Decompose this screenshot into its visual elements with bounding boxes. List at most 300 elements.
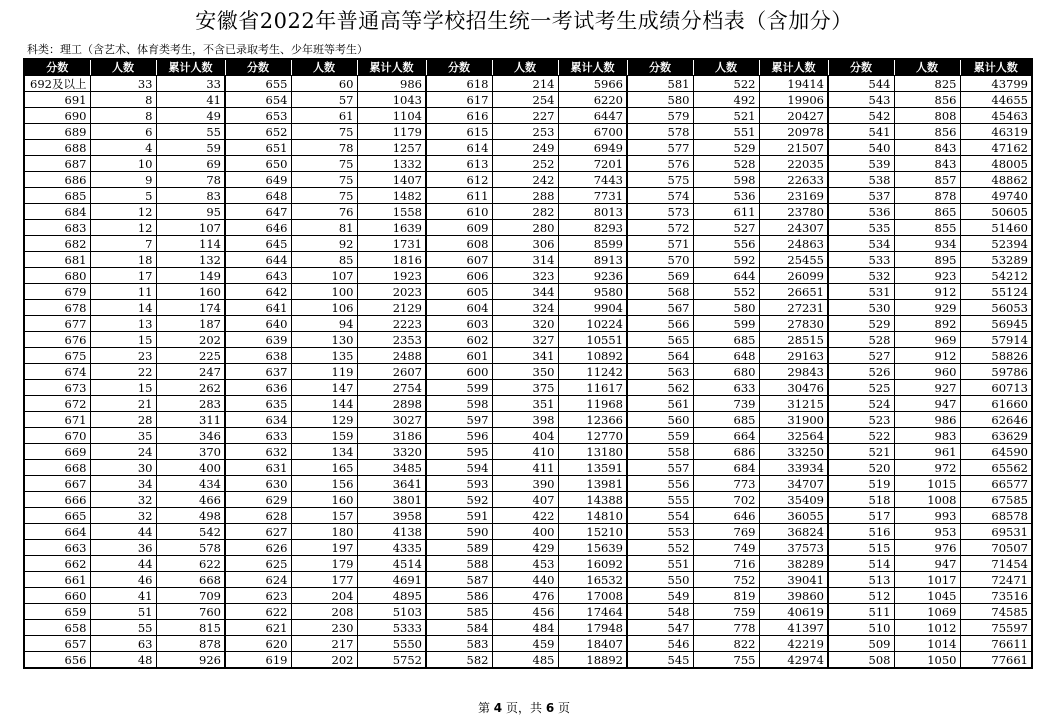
cell-count: 599 [693, 316, 759, 332]
cell-cumulative: 64590 [960, 444, 1032, 460]
cell-cumulative: 26651 [759, 284, 828, 300]
cell-count: 556 [693, 236, 759, 252]
cell-score: 616 [426, 108, 492, 124]
cell-cumulative: 815 [156, 620, 225, 636]
cell-count: 10 [90, 156, 156, 172]
cell-score: 667 [24, 476, 90, 492]
cell-cumulative: 48005 [960, 156, 1032, 172]
cell-cumulative: 10224 [558, 316, 627, 332]
cell-score: 582 [426, 652, 492, 669]
cell-cumulative: 44655 [960, 92, 1032, 108]
cell-cumulative: 17464 [558, 604, 627, 620]
header-count: 人数 [693, 59, 759, 76]
cell-cumulative: 39041 [759, 572, 828, 588]
cell-count: 960 [894, 364, 960, 380]
cell-score: 527 [828, 348, 894, 364]
cell-score: 638 [225, 348, 291, 364]
cell-cumulative: 542 [156, 524, 225, 540]
cell-cumulative: 19414 [759, 76, 828, 92]
cell-score: 640 [225, 316, 291, 332]
cell-cumulative: 16532 [558, 572, 627, 588]
cell-count: 63 [90, 636, 156, 652]
header-cumulative: 累计人数 [357, 59, 426, 76]
cell-count: 33 [90, 76, 156, 92]
cell-count: 702 [693, 492, 759, 508]
table-row [24, 620, 1032, 636]
cell-cumulative: 65562 [960, 460, 1032, 476]
cell-count: 320 [492, 316, 558, 332]
cell-score: 587 [426, 572, 492, 588]
cell-cumulative: 262 [156, 380, 225, 396]
cell-cumulative: 17948 [558, 620, 627, 636]
cell-count: 492 [693, 92, 759, 108]
footer-page-number: 4 [493, 701, 503, 715]
cell-cumulative: 33934 [759, 460, 828, 476]
cell-score: 517 [828, 508, 894, 524]
cell-count: 895 [894, 252, 960, 268]
cell-count: 739 [693, 396, 759, 412]
cell-score: 658 [24, 620, 90, 636]
cell-score: 532 [828, 268, 894, 284]
cell-count: 892 [894, 316, 960, 332]
cell-score: 654 [225, 92, 291, 108]
cell-score: 602 [426, 332, 492, 348]
cell-cumulative: 23169 [759, 188, 828, 204]
cell-score: 681 [24, 252, 90, 268]
cell-count: 76 [291, 204, 357, 220]
table-row [24, 524, 1032, 540]
cell-cumulative: 12770 [558, 428, 627, 444]
cell-count: 242 [492, 172, 558, 188]
table-row [24, 412, 1032, 428]
cell-score: 557 [627, 460, 693, 476]
cell-count: 969 [894, 332, 960, 348]
cell-count: 129 [291, 412, 357, 428]
cell-score: 535 [828, 220, 894, 236]
cell-count: 157 [291, 508, 357, 524]
cell-score: 644 [225, 252, 291, 268]
cell-cumulative: 26099 [759, 268, 828, 284]
cell-score: 607 [426, 252, 492, 268]
cell-cumulative: 22035 [759, 156, 828, 172]
cell-count: 135 [291, 348, 357, 364]
cell-count: 1015 [894, 476, 960, 492]
table-row [24, 268, 1032, 284]
cell-count: 856 [894, 124, 960, 140]
cell-cumulative: 1923 [357, 268, 426, 284]
cell-cumulative: 9580 [558, 284, 627, 300]
cell-score: 647 [225, 204, 291, 220]
cell-count: 24 [90, 444, 156, 460]
cell-cumulative: 1179 [357, 124, 426, 140]
cell-cumulative: 7443 [558, 172, 627, 188]
cell-score: 540 [828, 140, 894, 156]
table-row [24, 220, 1032, 236]
cell-count: 254 [492, 92, 558, 108]
cell-cumulative: 2488 [357, 348, 426, 364]
cell-cumulative: 149 [156, 268, 225, 284]
table-row [24, 204, 1032, 220]
cell-count: 160 [291, 492, 357, 508]
cell-count: 8 [90, 108, 156, 124]
cell-count: 580 [693, 300, 759, 316]
cell-score: 646 [225, 220, 291, 236]
cell-count: 769 [693, 524, 759, 540]
cell-cumulative: 13591 [558, 460, 627, 476]
cell-cumulative: 9236 [558, 268, 627, 284]
cell-cumulative: 7201 [558, 156, 627, 172]
cell-cumulative: 29843 [759, 364, 828, 380]
cell-score: 569 [627, 268, 693, 284]
cell-score: 589 [426, 540, 492, 556]
cell-cumulative: 986 [357, 76, 426, 92]
cell-count: 529 [693, 140, 759, 156]
cell-count: 11 [90, 284, 156, 300]
cell-cumulative: 21507 [759, 140, 828, 156]
table-row [24, 460, 1032, 476]
cell-score: 661 [24, 572, 90, 588]
cell-score: 523 [828, 412, 894, 428]
cell-count: 36 [90, 540, 156, 556]
cell-count: 773 [693, 476, 759, 492]
cell-cumulative: 160 [156, 284, 225, 300]
cell-count: 934 [894, 236, 960, 252]
cell-cumulative: 2129 [357, 300, 426, 316]
cell-count: 165 [291, 460, 357, 476]
cell-cumulative: 41 [156, 92, 225, 108]
cell-score: 586 [426, 588, 492, 604]
cell-cumulative: 709 [156, 588, 225, 604]
cell-cumulative: 24307 [759, 220, 828, 236]
cell-cumulative: 668 [156, 572, 225, 588]
cell-score: 525 [828, 380, 894, 396]
cell-cumulative: 400 [156, 460, 225, 476]
cell-count: 527 [693, 220, 759, 236]
cell-count: 341 [492, 348, 558, 364]
cell-score: 546 [627, 636, 693, 652]
cell-count: 23 [90, 348, 156, 364]
cell-count: 159 [291, 428, 357, 444]
cell-cumulative: 13981 [558, 476, 627, 492]
cell-score: 516 [828, 524, 894, 540]
cell-score: 625 [225, 556, 291, 572]
cell-cumulative: 69531 [960, 524, 1032, 540]
cell-cumulative: 15639 [558, 540, 627, 556]
cell-count: 953 [894, 524, 960, 540]
cell-cumulative: 22633 [759, 172, 828, 188]
cell-score: 594 [426, 460, 492, 476]
cell-count: 75 [291, 188, 357, 204]
cell-count: 75 [291, 172, 357, 188]
cell-count: 61 [291, 108, 357, 124]
cell-score: 653 [225, 108, 291, 124]
cell-cumulative: 40619 [759, 604, 828, 620]
cell-count: 282 [492, 204, 558, 220]
cell-count: 684 [693, 460, 759, 476]
cell-count: 51 [90, 604, 156, 620]
cell-score: 561 [627, 396, 693, 412]
cell-count: 390 [492, 476, 558, 492]
cell-score: 580 [627, 92, 693, 108]
cell-score: 669 [24, 444, 90, 460]
cell-score: 626 [225, 540, 291, 556]
cell-cumulative: 1639 [357, 220, 426, 236]
cell-count: 214 [492, 76, 558, 92]
cell-count: 6 [90, 124, 156, 140]
cell-count: 407 [492, 492, 558, 508]
cell-count: 1012 [894, 620, 960, 636]
cell-score: 621 [225, 620, 291, 636]
cell-score: 514 [828, 556, 894, 572]
cell-score: 663 [24, 540, 90, 556]
cell-score: 596 [426, 428, 492, 444]
cell-cumulative: 5550 [357, 636, 426, 652]
subject-note: 科类：理工（含艺术、体育类考生，不含已录取考生、少年班等考生） [27, 43, 368, 56]
table-row [24, 556, 1032, 572]
cell-cumulative: 7731 [558, 188, 627, 204]
cell-cumulative: 311 [156, 412, 225, 428]
cell-score: 529 [828, 316, 894, 332]
cell-score: 648 [225, 188, 291, 204]
cell-score: 576 [627, 156, 693, 172]
cell-count: 130 [291, 332, 357, 348]
cell-score: 620 [225, 636, 291, 652]
cell-score: 513 [828, 572, 894, 588]
cell-cumulative: 36055 [759, 508, 828, 524]
cell-count: 32 [90, 492, 156, 508]
cell-count: 644 [693, 268, 759, 284]
cell-cumulative: 5103 [357, 604, 426, 620]
cell-count: 808 [894, 108, 960, 124]
cell-score: 578 [627, 124, 693, 140]
cell-count: 1069 [894, 604, 960, 620]
cell-cumulative: 46319 [960, 124, 1032, 140]
cell-cumulative: 17008 [558, 588, 627, 604]
cell-score: 547 [627, 620, 693, 636]
cell-cumulative: 466 [156, 492, 225, 508]
cell-count: 528 [693, 156, 759, 172]
cell-score: 553 [627, 524, 693, 540]
cell-score: 622 [225, 604, 291, 620]
cell-score: 609 [426, 220, 492, 236]
cell-cumulative: 72471 [960, 572, 1032, 588]
cell-count: 8 [90, 92, 156, 108]
cell-score: 518 [828, 492, 894, 508]
cell-score: 656 [24, 652, 90, 669]
cell-cumulative: 15210 [558, 524, 627, 540]
cell-count: 22 [90, 364, 156, 380]
table-row [24, 444, 1032, 460]
cell-count: 15 [90, 332, 156, 348]
cell-score: 639 [225, 332, 291, 348]
table-row [24, 300, 1032, 316]
cell-count: 12 [90, 204, 156, 220]
cell-score: 598 [426, 396, 492, 412]
cell-count: 249 [492, 140, 558, 156]
cell-score: 671 [24, 412, 90, 428]
table-row [24, 172, 1032, 188]
cell-count: 453 [492, 556, 558, 572]
cell-count: 44 [90, 556, 156, 572]
cell-count: 344 [492, 284, 558, 300]
header-score: 分数 [225, 59, 291, 76]
cell-score: 562 [627, 380, 693, 396]
cell-score: 548 [627, 604, 693, 620]
cell-cumulative: 1558 [357, 204, 426, 220]
cell-score: 657 [24, 636, 90, 652]
table-row [24, 396, 1032, 412]
cell-cumulative: 70507 [960, 540, 1032, 556]
cell-count: 912 [894, 348, 960, 364]
cell-count: 100 [291, 284, 357, 300]
cell-score: 536 [828, 204, 894, 220]
cell-score: 682 [24, 236, 90, 252]
cell-cumulative: 1332 [357, 156, 426, 172]
cell-count: 633 [693, 380, 759, 396]
cell-cumulative: 1482 [357, 188, 426, 204]
cell-cumulative: 346 [156, 428, 225, 444]
cell-count: 857 [894, 172, 960, 188]
cell-cumulative: 6949 [558, 140, 627, 156]
cell-score: 685 [24, 188, 90, 204]
cell-count: 202 [291, 652, 357, 669]
cell-count: 856 [894, 92, 960, 108]
cell-cumulative: 1043 [357, 92, 426, 108]
cell-score: 660 [24, 588, 90, 604]
cell-cumulative: 10551 [558, 332, 627, 348]
cell-cumulative: 48862 [960, 172, 1032, 188]
cell-count: 34 [90, 476, 156, 492]
cell-cumulative: 27231 [759, 300, 828, 316]
cell-score: 555 [627, 492, 693, 508]
cell-cumulative: 31900 [759, 412, 828, 428]
cell-cumulative: 28515 [759, 332, 828, 348]
cell-cumulative: 5966 [558, 76, 627, 92]
cell-count: 12 [90, 220, 156, 236]
cell-cumulative: 434 [156, 476, 225, 492]
cell-count: 92 [291, 236, 357, 252]
cell-count: 456 [492, 604, 558, 620]
cell-score: 623 [225, 588, 291, 604]
cell-count: 822 [693, 636, 759, 652]
cell-cumulative: 33 [156, 76, 225, 92]
cell-count: 686 [693, 444, 759, 460]
cell-count: 177 [291, 572, 357, 588]
cell-count: 843 [894, 156, 960, 172]
cell-count: 1045 [894, 588, 960, 604]
cell-count: 961 [894, 444, 960, 460]
header-cumulative: 累计人数 [558, 59, 627, 76]
cell-cumulative: 50605 [960, 204, 1032, 220]
cell-cumulative: 31215 [759, 396, 828, 412]
footer-middle: 页，共 [505, 701, 542, 715]
cell-score: 577 [627, 140, 693, 156]
cell-cumulative: 52394 [960, 236, 1032, 252]
cell-count: 878 [894, 188, 960, 204]
cell-score: 606 [426, 268, 492, 284]
cell-count: 536 [693, 188, 759, 204]
cell-count: 422 [492, 508, 558, 524]
cell-cumulative: 11617 [558, 380, 627, 396]
cell-cumulative: 77661 [960, 652, 1032, 669]
cell-score: 601 [426, 348, 492, 364]
cell-score: 691 [24, 92, 90, 108]
cell-score: 650 [225, 156, 291, 172]
cell-cumulative: 107 [156, 220, 225, 236]
cell-cumulative: 187 [156, 316, 225, 332]
cell-cumulative: 76611 [960, 636, 1032, 652]
table-row [24, 652, 1032, 669]
cell-count: 204 [291, 588, 357, 604]
cell-cumulative: 78 [156, 172, 225, 188]
cell-cumulative: 54212 [960, 268, 1032, 284]
table-row [24, 284, 1032, 300]
cell-score: 675 [24, 348, 90, 364]
cell-cumulative: 370 [156, 444, 225, 460]
cell-cumulative: 5752 [357, 652, 426, 669]
cell-count: 521 [693, 108, 759, 124]
cell-cumulative: 56945 [960, 316, 1032, 332]
cell-count: 865 [894, 204, 960, 220]
cell-count: 30 [90, 460, 156, 476]
cell-score: 519 [828, 476, 894, 492]
cell-cumulative: 8293 [558, 220, 627, 236]
cell-count: 55 [90, 620, 156, 636]
cell-count: 208 [291, 604, 357, 620]
cell-score: 568 [627, 284, 693, 300]
cell-score: 534 [828, 236, 894, 252]
cell-count: 327 [492, 332, 558, 348]
cell-cumulative: 114 [156, 236, 225, 252]
table-row [24, 140, 1032, 156]
cell-count: 843 [894, 140, 960, 156]
cell-score: 618 [426, 76, 492, 92]
cell-count: 324 [492, 300, 558, 316]
table-row [24, 492, 1032, 508]
cell-cumulative: 3186 [357, 428, 426, 444]
cell-count: 759 [693, 604, 759, 620]
cell-count: 611 [693, 204, 759, 220]
cell-score: 567 [627, 300, 693, 316]
cell-score: 573 [627, 204, 693, 220]
cell-cumulative: 14388 [558, 492, 627, 508]
cell-score: 689 [24, 124, 90, 140]
cell-cumulative: 498 [156, 508, 225, 524]
cell-score: 688 [24, 140, 90, 156]
cell-count: 4 [90, 140, 156, 156]
cell-score: 539 [828, 156, 894, 172]
table-row [24, 540, 1032, 556]
header-count: 人数 [90, 59, 156, 76]
footer-page-total: 6 [545, 701, 555, 715]
cell-count: 592 [693, 252, 759, 268]
cell-cumulative: 61660 [960, 396, 1032, 412]
table-row [24, 92, 1032, 108]
cell-score: 521 [828, 444, 894, 460]
cell-count: 927 [894, 380, 960, 396]
cell-count: 752 [693, 572, 759, 588]
cell-cumulative: 10892 [558, 348, 627, 364]
cell-cumulative: 3801 [357, 492, 426, 508]
cell-count: 972 [894, 460, 960, 476]
header-cumulative: 累计人数 [759, 59, 828, 76]
cell-cumulative: 3485 [357, 460, 426, 476]
cell-score: 570 [627, 252, 693, 268]
cell-score: 581 [627, 76, 693, 92]
cell-cumulative: 74585 [960, 604, 1032, 620]
cell-cumulative: 38289 [759, 556, 828, 572]
cell-cumulative: 14810 [558, 508, 627, 524]
